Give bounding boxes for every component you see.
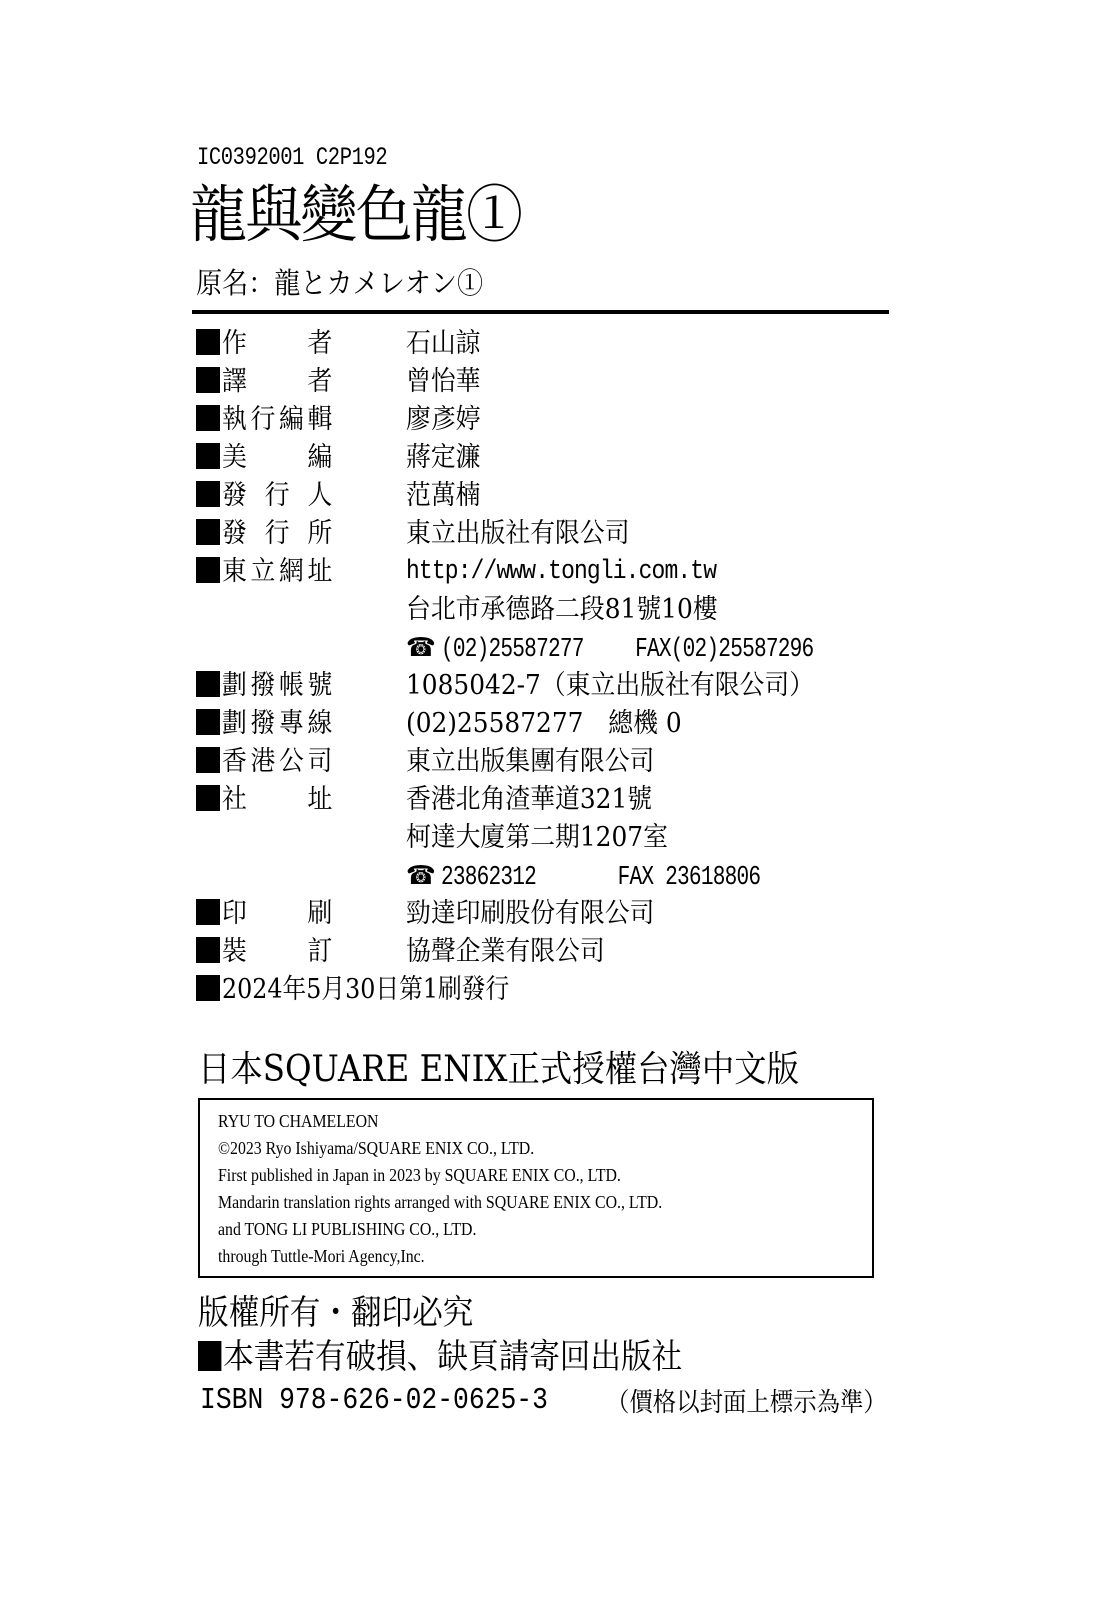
bullet-square-icon: [196, 557, 220, 583]
original-title: 原名：龍とカメレオン①: [196, 266, 484, 300]
bullet-square-icon: [196, 785, 220, 811]
book-title: 龍與變色龍①: [190, 178, 522, 251]
bullet-square-icon: [196, 443, 220, 469]
hk-address-line2: 柯達大廈第二期1207室: [406, 822, 668, 853]
catalog-code: IC0392001 C2P192: [197, 143, 388, 172]
bullet-square-icon: [196, 747, 220, 773]
credit-row-art-editor: [196, 440, 481, 476]
payment-row-hotline: [196, 706, 682, 742]
credit-label: 發行人: [222, 480, 333, 511]
hk-company-row: [196, 744, 655, 780]
credit-value: 廖彥婷: [406, 404, 481, 435]
credit-value: 范萬楠: [406, 480, 481, 511]
phone-icon: ☎: [406, 633, 436, 663]
credit-label: 執行編輯: [222, 404, 333, 435]
credit-label: 美 編: [222, 442, 333, 473]
bullet-square-icon: [196, 329, 220, 355]
tw-fax: FAX(02)25587296: [634, 635, 814, 665]
license-heading: 日本SQUARE ENIX正式授權台灣中文版: [198, 1049, 800, 1090]
bullet-square-icon: [196, 709, 220, 735]
credit-value: 曾怡華: [406, 366, 481, 397]
production-label: 裝 訂: [222, 936, 333, 967]
bullet-square-icon: [196, 481, 220, 507]
credit-row-editor: [196, 402, 481, 438]
credit-row-publisher: [196, 478, 481, 514]
bullet-square-icon: [196, 519, 220, 545]
divider-rule: [192, 310, 889, 314]
credit-label: 譯 者: [222, 366, 333, 397]
credit-value: 石山諒: [406, 328, 481, 359]
production-label: 印 刷: [222, 898, 333, 929]
production-row-binding: [196, 934, 605, 970]
license-line: RYU TO CHAMELEON: [218, 1111, 379, 1131]
bullet-square-icon: [196, 405, 220, 431]
hk-phone: 23862312: [441, 863, 537, 893]
payment-value: (02)25587277 總機 0: [406, 708, 682, 739]
hk-company-value: 東立出版集團有限公司: [406, 746, 655, 777]
damage-notice-row: [198, 1336, 682, 1378]
payment-label: 劃撥專線: [222, 708, 333, 739]
credit-row-translator: [196, 364, 481, 400]
license-line: through Tuttle-Mori Agency,Inc.: [218, 1246, 425, 1266]
payment-value: 1085042-7（東立出版社有限公司）: [406, 670, 815, 701]
bullet-square-icon: [196, 975, 220, 1001]
credit-row-website: [196, 554, 717, 590]
website-link[interactable]: http://www.tongli.com.tw: [406, 557, 717, 587]
credit-row-publishing-house: [196, 516, 630, 552]
hk-address-row: [196, 782, 653, 818]
payment-label: 劃撥帳號: [222, 670, 333, 701]
production-value: 勁達印刷股份有限公司: [406, 898, 655, 929]
production-value: 協聲企業有限公司: [406, 936, 605, 967]
phone-icon: ☎: [406, 861, 436, 891]
hk-address-line1: 香港北角渣華道321號: [406, 784, 653, 815]
credit-label: 東立網址: [222, 556, 333, 587]
rights-notice: 版權所有・翻印必究: [198, 1293, 474, 1333]
tw-address: 台北市承德路二段81號10樓: [406, 594, 718, 625]
price-note: （價格以封面上標示為準）: [606, 1388, 887, 1418]
credit-value: 蔣定濂: [406, 442, 481, 473]
hk-fax: FAX 23618806: [617, 863, 761, 893]
license-line: and TONG LI PUBLISHING CO., LTD.: [218, 1219, 477, 1239]
print-date-row: [196, 972, 548, 1008]
license-line: First published in Japan in 2023 by SQUARE ENIX CO., LTD.: [218, 1165, 621, 1185]
print-date: 2024年5月30日第1刷發行: [222, 974, 510, 1005]
bullet-square-icon: [196, 937, 220, 963]
tw-phone: (02)25587277: [441, 635, 584, 665]
license-line: ©2023 Ryo Ishiyama/SQUARE ENIX CO., LTD.: [218, 1138, 535, 1158]
bullet-square-icon: [196, 367, 220, 393]
credit-row-author: [196, 326, 481, 362]
hk-address-label: 社 址: [222, 784, 333, 815]
license-line: Mandarin translation rights arranged with SQUARE ENIX CO., LTD.: [218, 1192, 663, 1212]
bullet-square-icon: [198, 1341, 221, 1371]
bullet-square-icon: [196, 899, 220, 925]
production-row-printing: [196, 896, 655, 932]
isbn: ISBN 978-626-02-0625-3: [200, 1383, 548, 1418]
damage-notice: 本書若有破損、缺頁請寄回出版社: [223, 1337, 683, 1377]
hk-company-label: 香港公司: [222, 746, 333, 777]
payment-row-account: [196, 668, 815, 704]
bullet-square-icon: [196, 671, 220, 697]
license-box: [198, 1098, 874, 1278]
credit-label: 發行所: [222, 518, 333, 549]
credit-value: 東立出版社有限公司: [406, 518, 630, 549]
credit-label: 作 者: [222, 328, 333, 359]
